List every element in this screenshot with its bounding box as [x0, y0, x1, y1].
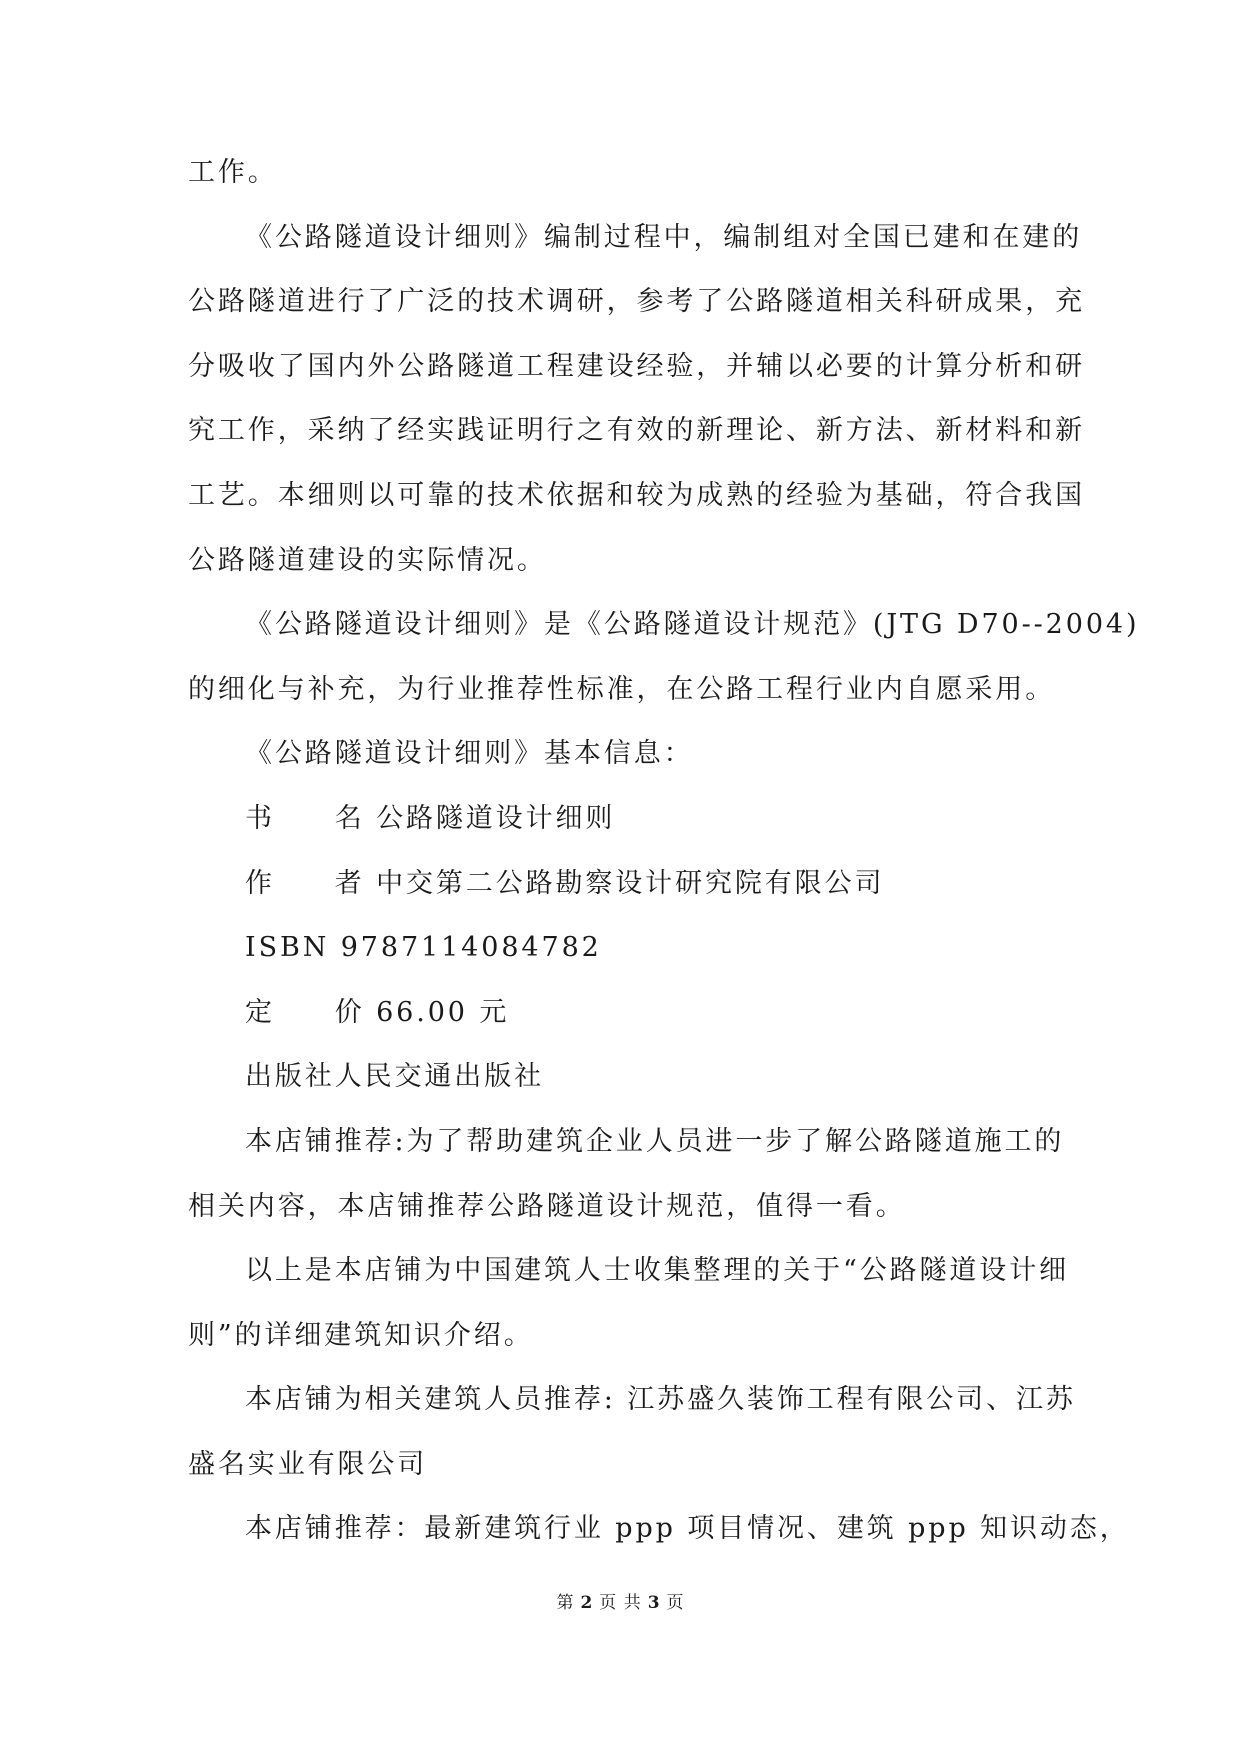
- text-line: 定 价 66.00 元: [245, 996, 510, 1028]
- text-line: 《公路隧道设计细则》基本信息：: [245, 738, 694, 770]
- body-text: [188, 155, 1140, 1576]
- text-line: 出版社人民交通出版社: [245, 1061, 544, 1093]
- footer-suffix: 页: [666, 1593, 685, 1613]
- text-line: 则”的详细建筑知识介绍。: [188, 1319, 534, 1351]
- text-line: 相关内容，本店铺推荐公路隧道设计规范，值得一看。: [188, 1190, 906, 1222]
- text-line: 本店铺推荐：最新建筑行业 ppp 项目情况、建筑 ppp 知识动态，: [245, 1513, 1130, 1545]
- text-line: 工艺。本细则以可靠的技术依据和较为成熟的经验为基础，符合我国: [188, 479, 1085, 511]
- text-line: 分吸收了国内外公路隧道工程建设经验，并辅以必要的计算分析和研: [188, 350, 1085, 382]
- text-line: 的细化与补充，为行业推荐性标准，在公路工程行业内自愿采用。: [188, 673, 1056, 705]
- text-line: 本店铺为相关建筑人员推荐: 江苏盛久装饰工程有限公司、江苏: [245, 1384, 1076, 1416]
- text-line: 本店铺推荐:为了帮助建筑企业人员进一步了解公路隧道施工的: [245, 1125, 1065, 1157]
- text-line: 工作。: [188, 157, 278, 188]
- text-line: 公路隧道进行了广泛的技术调研，参考了公路隧道相关科研成果，充: [188, 286, 1085, 318]
- text-line: 作 者 中交第二公路勘察设计研究院有限公司: [245, 867, 885, 899]
- footer-prefix: 第: [556, 1593, 575, 1613]
- text-line: 以上是本店铺为中国建筑人士收集整理的关于“公路隧道设计细: [245, 1255, 1070, 1287]
- text-line: 公路隧道建设的实际情况。: [188, 544, 547, 576]
- page-footer: [0, 1588, 1241, 1613]
- text-line: 《公路隧道设计细则》是《公路隧道设计规范》(JTG D70--2004): [245, 609, 1140, 641]
- text-line: 究工作，采纳了经实践证明行之有效的新理论、新方法、新材料和新: [188, 415, 1085, 447]
- text-line: 盛名实业有限公司: [188, 1448, 428, 1480]
- footer-middle: 页 共: [599, 1593, 642, 1613]
- text-line: 书 名 公路隧道设计细则: [245, 802, 616, 834]
- text-line: 《公路隧道设计细则》编制过程中，编制组对全国已建和在建的: [245, 221, 1083, 253]
- footer-total-pages: 3: [647, 1593, 661, 1613]
- text-line: ISBN 9787114084782: [245, 932, 602, 964]
- footer-page-number: 2: [580, 1593, 594, 1613]
